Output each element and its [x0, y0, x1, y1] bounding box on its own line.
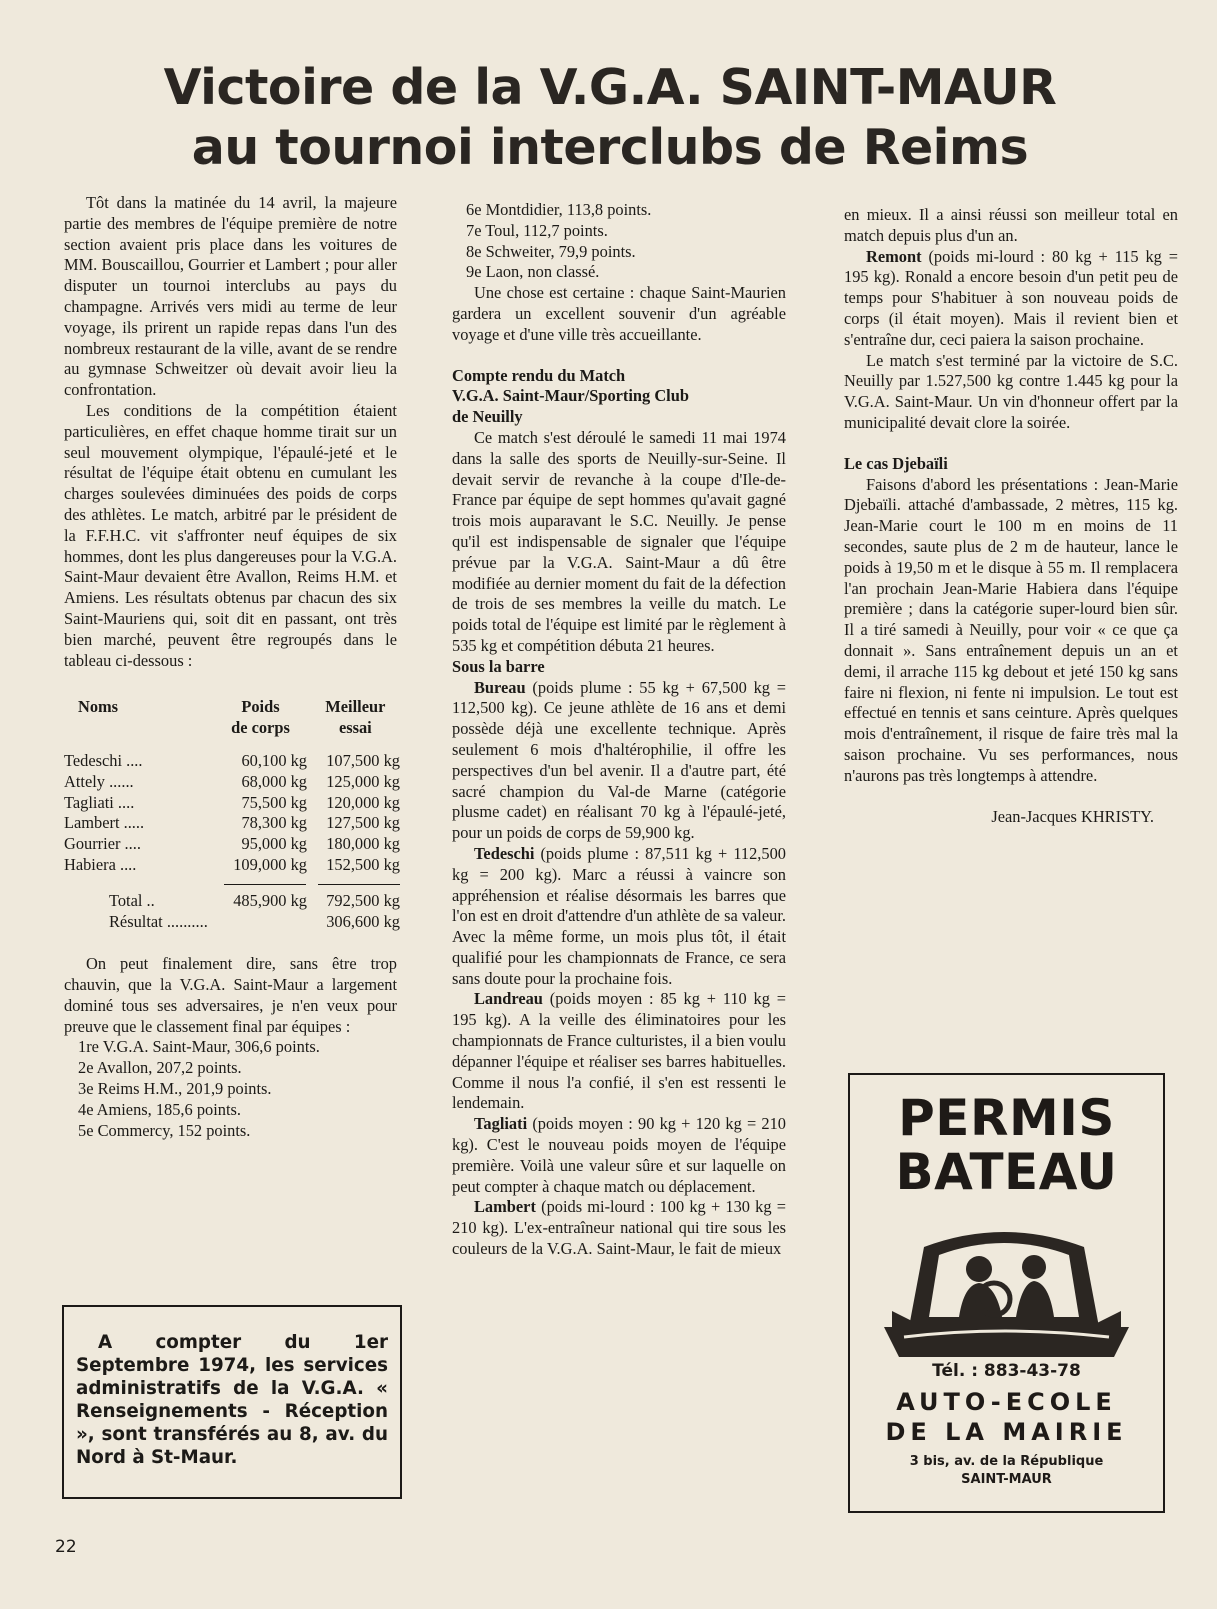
athlete-text: (poids moyen : 85 kg + 110 kg = 195 kg). A la veille des éliminatoires pour les championnats de France culturistes, il a bien voulu dépanner l'équipe et réaliser ses barres habituelles. Comme il nous l'a confié, il s'en est ressenti le lendemain. [452, 989, 786, 1113]
row-name: Gourrier .... [64, 834, 141, 854]
row-poids: 109,000 kg [233, 854, 307, 874]
list-item: 9e Laon, non classé. [466, 262, 600, 282]
ranking-list-part-2 [452, 200, 786, 283]
header-best-line1: Meilleur [325, 697, 386, 717]
section-heading: de Neuilly [452, 407, 523, 427]
row-name: Lambert ..... [64, 813, 145, 833]
row-essai: 127,500 kg [326, 813, 400, 833]
ad-headline-line1: PERMIS [898, 1089, 1115, 1147]
row-poids: 60,100 kg [241, 750, 307, 770]
paragraph: Les conditions de la compétition étaient particulières, en effet chaque homme tirait sur un seul mouvement olympique, l'épaulé-jeté et le résultat de l'équipe était obtenu en cumulant les charges soulevées diminuées des poids de corps des athlètes. Le match, arbitré par le président de la F.F.H.C. vit s'affronter neuf équipes de six hommes, dont les plus dangereuses pour la V.G.A. Saint-Maur devaient être Avallon, Reims H.M. et Amiens. Les résultats obtenus par chacun des six Saint-Mauriens qui, soit dit en passant, ont très bien marché, peuvent être regroupés dans le tableau ci-dessous : [64, 400, 397, 670]
row-essai: 180,000 kg [326, 834, 400, 854]
athlete-paragraph [844, 247, 1178, 351]
table-header [64, 697, 404, 739]
table-row [64, 813, 404, 834]
athlete-paragraph [452, 1197, 786, 1259]
ranking-list-part-1 [64, 1037, 397, 1141]
title-line-1: Victoire de la V.G.A. SAINT-MAUR [163, 59, 1057, 116]
ad-school-line2: DE LA MAIRIE [885, 1418, 1128, 1446]
total-label: Total .. [109, 890, 155, 910]
total-rules [64, 884, 404, 885]
row-name: Attely ...... [64, 771, 134, 791]
athlete-text: (poids plume : 55 kg + 67,500 kg = 112,500 kg). Ce jeune athlète de 16 ans et demi possède déjà une excellente technique. Après seulement 6 mois d'haltérophilie, il offre les perspectives d'un bel avenir. Il a d'autre part, été sacré champion du Val-de Marne (catégorie plusme cadet) en réalisant 70 kg à l'épaulé-jeté, pour un poids de corps de 59,900 kg. [452, 677, 786, 843]
row-essai: 107,500 kg [326, 750, 400, 770]
column-1 [64, 193, 400, 1141]
header-poids-line1: Poids [241, 697, 280, 717]
ad-address-line1: 3 bis, av. de la République [909, 1454, 1104, 1469]
list-item: 7e Toul, 112,7 points. [466, 220, 608, 240]
athlete-paragraph [452, 678, 786, 844]
boat-illustration [884, 1207, 1129, 1357]
section-heading: Compte rendu du Match [452, 365, 626, 385]
subheading: Sous la barre [452, 656, 545, 676]
list-item: 2e Avallon, 207,2 points. [78, 1058, 242, 1078]
result-row [64, 912, 404, 933]
row-poids: 95,000 kg [241, 834, 307, 854]
section-heading: V.G.A. Saint-Maur/Sporting Club [452, 386, 689, 406]
author-signature: Jean-Jacques KHRISTY. [991, 806, 1154, 826]
table-row [64, 751, 404, 772]
list-item: 6e Montdidier, 113,8 points. [466, 200, 652, 219]
paragraph: Ce match s'est déroulé le samedi 11 mai 1974 dans la salle des sports de Neuilly-sur-Seine. Il devait servir de revanche à la coupe d'Ile-de-France par équipe de sept hommes qu'avait gagné trois mois auparavant le S.C. Neuilly. Je pense qu'il est indispensable de signaler que l'équipe prévue par la V.G.A. Saint-Maur a dû être modifiée au dernier moment du fait de la défection de trois de ses membres la veille du match. Le poids total de l'équipe est limité par le règlement à 535 kg et compétition débuta 21 heures. [452, 427, 786, 655]
table-row [64, 834, 404, 855]
result-label: Résultat .......... [109, 911, 208, 931]
athlete-paragraph [452, 1114, 786, 1197]
total-poids: 485,900 kg [233, 890, 307, 910]
page-number: 22 [55, 1537, 77, 1557]
total-essai: 792,500 kg [326, 890, 400, 910]
paragraph: Une chose est certaine : chaque Saint-Maurien gardera un excellent souvenir d'un agréable voyage et d'une ville très accueillante. [452, 283, 786, 344]
list-item: 8e Schweiter, 79,9 points. [466, 241, 636, 261]
athlete-name: Remont [866, 246, 922, 266]
row-poids: 68,000 kg [241, 771, 307, 791]
advertisement [848, 1073, 1165, 1513]
ad-address [850, 1453, 1163, 1489]
row-name: Habiera .... [64, 854, 137, 874]
ad-school-name [850, 1387, 1163, 1447]
section-heading: Le cas Djebaïli [844, 453, 948, 473]
header-names: Noms [78, 697, 119, 717]
list-item: 5e Commercy, 152 points. [78, 1120, 251, 1140]
ad-phone: Tél. : 883-43-78 [932, 1361, 1081, 1381]
total-row [64, 891, 404, 912]
athlete-text: (poids mi-lourd : 80 kg + 115 kg = 195 kg). Ronald a encore besoin d'un petit peu de temps pour S'habituer à son nouveau poids de corps (il était moyen). Mais il revient bien et s'entraîne dur, ceci paiera la saison prochaine. [844, 246, 1178, 349]
ad-school-line1: AUTO-ECOLE [896, 1388, 1117, 1416]
athlete-paragraph [452, 989, 786, 1114]
athlete-text: (poids plume : 87,511 kg + 112,500 kg = 200 kg). Marc a réussi à vaincre son appréhension et réalise désormais les barres que l'on est en droit d'attendre d'un athlète de sa valeur. Avec la même forme, un mois plus tôt, il était qualifié pour les championnats de France, ce sera sans doute pour la prochaine fois. [452, 843, 786, 988]
athlete-name: Landreau [474, 989, 543, 1009]
row-essai: 152,500 kg [326, 854, 400, 874]
athlete-text: (poids moyen : 90 kg + 120 kg = 210 kg). C'est le nouveau poids moyen de l'équipe première. Voilà une valeur sûre et sur laquelle on peut compter à chaque match ou déplacement. [452, 1114, 786, 1196]
results-table [64, 697, 404, 932]
column-3 [844, 205, 1178, 827]
paragraph: Le match s'est terminé par la victoire de S.C. Neuilly par 1.527,500 kg contre 1.445 kg pour la V.G.A. Saint-Maur. Un vin d'honneur offert par la municipalité devait clore la soirée. [844, 350, 1178, 432]
row-essai: 120,000 kg [326, 792, 400, 812]
list-item: 3e Reims H.M., 201,9 points. [78, 1079, 272, 1099]
article-title [160, 58, 1060, 178]
title-line-2: au tournoi interclubs de Reims [191, 119, 1029, 176]
header-best [307, 697, 404, 739]
column-2 [452, 200, 786, 1260]
athlete-name: Bureau [474, 677, 526, 697]
ad-headline [850, 1091, 1163, 1199]
athlete-text: (poids mi-lourd : 100 kg + 130 kg = 210 kg). L'ex-entraîneur national qui tire sous les couleurs de la V.G.A. Saint-Maur, le fait de mieux [452, 1197, 786, 1259]
athlete-name: Tedeschi [474, 843, 535, 863]
ad-address-line2: SAINT-MAUR [961, 1472, 1052, 1487]
row-poids: 78,300 kg [241, 813, 307, 833]
table-row [64, 793, 404, 814]
header-poids [214, 697, 306, 739]
row-poids: 75,500 kg [241, 792, 307, 812]
paragraph: en mieux. Il a ainsi réussi son meilleur total en match depuis plus d'un an. [844, 205, 1178, 245]
notice-text: A compter du 1er Septembre 1974, les services administratifs de la V.G.A. « Renseignements - Réception », sont transférés au 8, av. du Nord à St-Maur. [76, 1332, 388, 1468]
table-row [64, 772, 404, 793]
list-item: 1re V.G.A. Saint-Maur, 306,6 points. [78, 1037, 320, 1057]
header-best-line2: essai [338, 718, 372, 738]
athlete-paragraph [452, 844, 786, 990]
notice-box [62, 1305, 402, 1499]
paragraph: Tôt dans la matinée du 14 avril, la majeure partie des membres de l'équipe première de notre section avaient pris place dans les voitures de MM. Bouscaillou, Gourrier et Lambert ; pour aller disputer un tournoi interclubs au pays du champagne. Arrivés vers midi au terme de leur voyage, ils prirent un rapide repas dans l'un des nombreux restaurant de la ville, avant de se rendre au gymnase Schweitzer où devait avoir lieu la confrontation. [64, 193, 397, 400]
row-essai: 125,000 kg [326, 771, 400, 791]
header-poids-line2: de corps [231, 718, 290, 738]
athlete-name: Tagliati [474, 1114, 528, 1134]
paragraph: On peut finalement dire, sans être trop chauvin, que la V.G.A. Saint-Maur a largement dominé tous ses adversaires, je n'en veux pour preuve que le classement final par équipes : [64, 954, 397, 1036]
table-row [64, 855, 404, 876]
ad-headline-line2: BATEAU [895, 1143, 1118, 1201]
result-value: 306,600 kg [326, 911, 400, 931]
row-name: Tagliati .... [64, 792, 135, 812]
paragraph: Faisons d'abord les présentations : Jean-Marie Djebaïli. attaché d'ambassade, 2 mètres, 115 kg. Jean-Marie court le 100 m en moins de 11 secondes, saute plus de 2 m de hauteur, lance le poids à 19,50 m et le disque à 55 m. Il remplacera l'an prochain Jean-Marie Habiera dans l'équipe première ; dans la catégorie super-lourd bien sûr. Il a tiré samedi à Neuilly, pour voir « ce que ça donnait ». Sans entraînement depuis un an et demi, il arrache 115 kg debout et jeté 150 kg sans faire ni flexion, ni fente ni impulsion. Le tout est effectué en tennis et sans ceinture. Après quelques mois d'entraînement, il risque de faire très mal la saison prochaine. Vu ses performances, nous n'aurons pas très longtemps à attendre. [844, 474, 1178, 785]
row-name: Tedeschi .... [64, 750, 143, 770]
list-item: 4e Amiens, 185,6 points. [78, 1099, 241, 1119]
athlete-name: Lambert [474, 1197, 536, 1217]
